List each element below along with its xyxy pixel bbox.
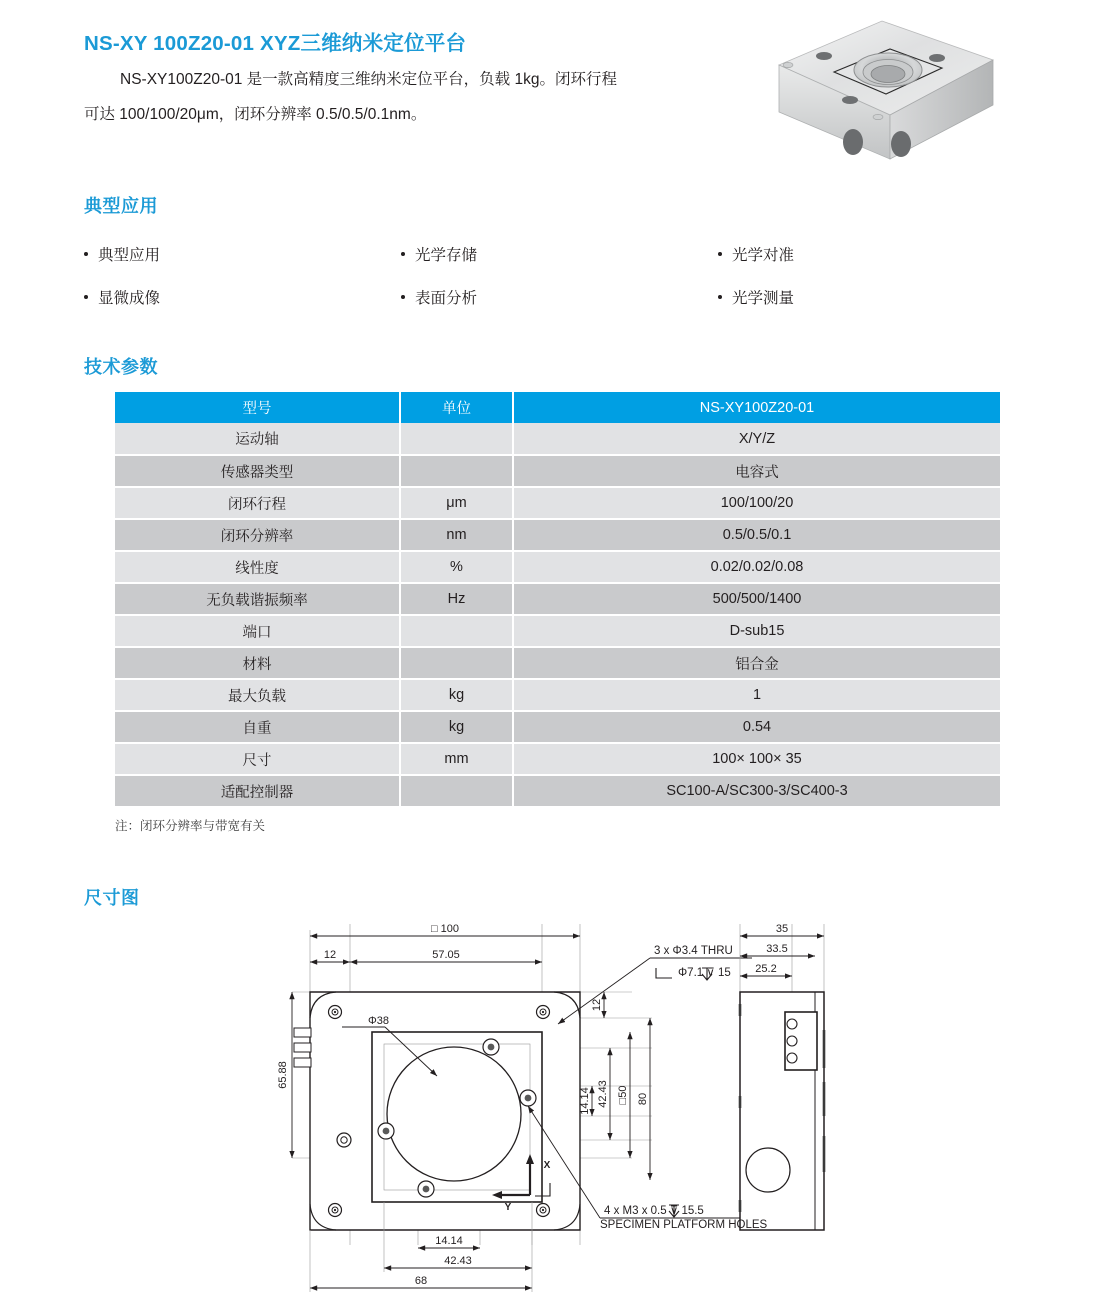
spec-unit: [400, 423, 513, 455]
dim-inner-42-43: 42.43: [597, 1080, 609, 1108]
table-row: [115, 583, 1000, 615]
table-body: [115, 423, 1000, 807]
spec-name: 闭环分辨率: [115, 519, 400, 551]
dim-height-65-88: 65.88: [277, 1061, 289, 1089]
spec-name: 适配控制器: [115, 775, 400, 807]
spec-value: D-sub15: [513, 615, 1000, 647]
dimensions-heading: 尺寸图: [84, 888, 140, 908]
dim-bottom-68: 68: [414, 1275, 428, 1287]
table-row: [115, 743, 1000, 775]
spec-value: X/Y/Z: [513, 423, 1000, 455]
spec-unit: [400, 647, 513, 679]
product-intro: [84, 62, 734, 132]
axis-label-y: Y: [504, 1202, 512, 1213]
spec-name: 传感器类型: [115, 455, 400, 487]
callout-thru-line2: Φ7.1 ⊽ 15: [678, 967, 731, 979]
spec-name: 闭环行程: [115, 487, 400, 519]
table-row: [115, 679, 1000, 711]
dim-bottom-42-43: 42.43: [444, 1255, 472, 1267]
spec-unit: Hz: [400, 583, 513, 615]
bullet-icon: [84, 252, 88, 256]
bullet-icon: [401, 252, 405, 256]
intro-line-2: 可达 100/100/20μm，闭环分辨率 0.5/0.5/0.1nm。: [84, 106, 427, 123]
callout-thru-line1: 3 x Φ3.4 THRU: [654, 945, 733, 957]
table-row: [115, 455, 1000, 487]
list-item: [718, 275, 964, 318]
column-header-model: 型号: [115, 392, 400, 423]
spec-unit: kg: [400, 679, 513, 711]
dim-bottom-14-14: 14.14: [435, 1235, 463, 1247]
spec-value: 1: [513, 679, 1000, 711]
application-label: 显微成像: [98, 289, 161, 307]
dim-depth-33-5: 33.5: [766, 943, 788, 955]
application-label: 典型应用: [98, 246, 161, 264]
spec-unit: %: [400, 551, 513, 583]
dimension-drawing: [232, 900, 892, 1300]
spec-unit: [400, 455, 513, 487]
specifications-heading: 技术参数: [84, 357, 158, 377]
spec-value: SC100-A/SC300-3/SC400-3: [513, 775, 1000, 807]
table-header-row: [115, 392, 1000, 423]
table-row: [115, 423, 1000, 455]
spec-unit: mm: [400, 743, 513, 775]
spec-value: 0.54: [513, 711, 1000, 743]
spec-value: 100× 100× 35: [513, 743, 1000, 775]
dim-span-80: 80: [637, 1092, 649, 1106]
bullet-icon: [718, 295, 722, 299]
callout-platform-line1: 4 x M3 x 0.5 ⊽ 15.5: [604, 1205, 704, 1217]
application-label: 光学对准: [732, 246, 795, 264]
spec-name: 端口: [115, 615, 400, 647]
bullet-icon: [84, 295, 88, 299]
dim-offset-12: 12: [323, 949, 337, 961]
bullet-icon: [401, 295, 405, 299]
column-header-value: NS-XY100Z20-01: [513, 392, 1000, 423]
dim-aperture: Φ38: [368, 1015, 390, 1027]
table-row: [115, 519, 1000, 551]
list-item: [84, 232, 401, 275]
spec-name: 无负载谐振频率: [115, 583, 400, 615]
table-row: [115, 711, 1000, 743]
spec-name: 线性度: [115, 551, 400, 583]
applications-list: [84, 232, 964, 318]
table-row: [115, 615, 1000, 647]
dim-overall-width: □ 100: [430, 923, 460, 935]
table-row: [115, 775, 1000, 807]
page-title: NS-XY 100Z20-01 XYZ三维纳米定位平台: [84, 32, 467, 55]
application-label: 光学存储: [415, 246, 478, 264]
list-item: [401, 232, 718, 275]
spec-value: 0.02/0.02/0.08: [513, 551, 1000, 583]
spec-unit: nm: [400, 519, 513, 551]
specs-note: 注：闭环分辨率与带宽有关: [115, 819, 266, 833]
callout-platform-line2: SPECIMEN PLATFORM HOLES: [600, 1219, 768, 1231]
table-row: [115, 551, 1000, 583]
spec-name: 运动轴: [115, 423, 400, 455]
spec-value: 500/500/1400: [513, 583, 1000, 615]
application-label: 光学测量: [732, 289, 795, 307]
spec-name: 自重: [115, 711, 400, 743]
product-photo: [762, 16, 1010, 181]
spec-value: 100/100/20: [513, 487, 1000, 519]
application-label: 表面分析: [415, 289, 478, 307]
spec-name: 最大负载: [115, 679, 400, 711]
table-row: [115, 487, 1000, 519]
spec-unit: [400, 775, 513, 807]
spec-unit: kg: [400, 711, 513, 743]
spec-name: 材料: [115, 647, 400, 679]
intro-line-1: NS-XY100Z20-01 是一款高精度三维纳米定位平台，负载 1kg。闭环行程: [120, 71, 617, 88]
spec-name: 尺寸: [115, 743, 400, 775]
spec-value: 铝合金: [513, 647, 1000, 679]
dim-span-57-05: 57.05: [432, 949, 460, 961]
dim-square-50: □50: [617, 1085, 629, 1105]
spec-unit: μm: [400, 487, 513, 519]
specifications-table: [115, 392, 1000, 808]
table-row: [115, 647, 1000, 679]
dim-edge-12: 12: [591, 998, 603, 1012]
column-header-unit: 单位: [400, 392, 513, 423]
list-item: [718, 232, 964, 275]
spec-value: 0.5/0.5/0.1: [513, 519, 1000, 551]
spec-unit: [400, 615, 513, 647]
dim-depth-35: 35: [775, 923, 789, 935]
spec-value: 电容式: [513, 455, 1000, 487]
bullet-icon: [718, 252, 722, 256]
list-item: [84, 275, 401, 318]
applications-heading: 典型应用: [84, 196, 158, 216]
dim-depth-25-2: 25.2: [755, 963, 777, 975]
list-item: [401, 275, 718, 318]
axis-label-x: X: [543, 1160, 551, 1171]
dim-inner-14-14: 14.14: [579, 1087, 591, 1115]
